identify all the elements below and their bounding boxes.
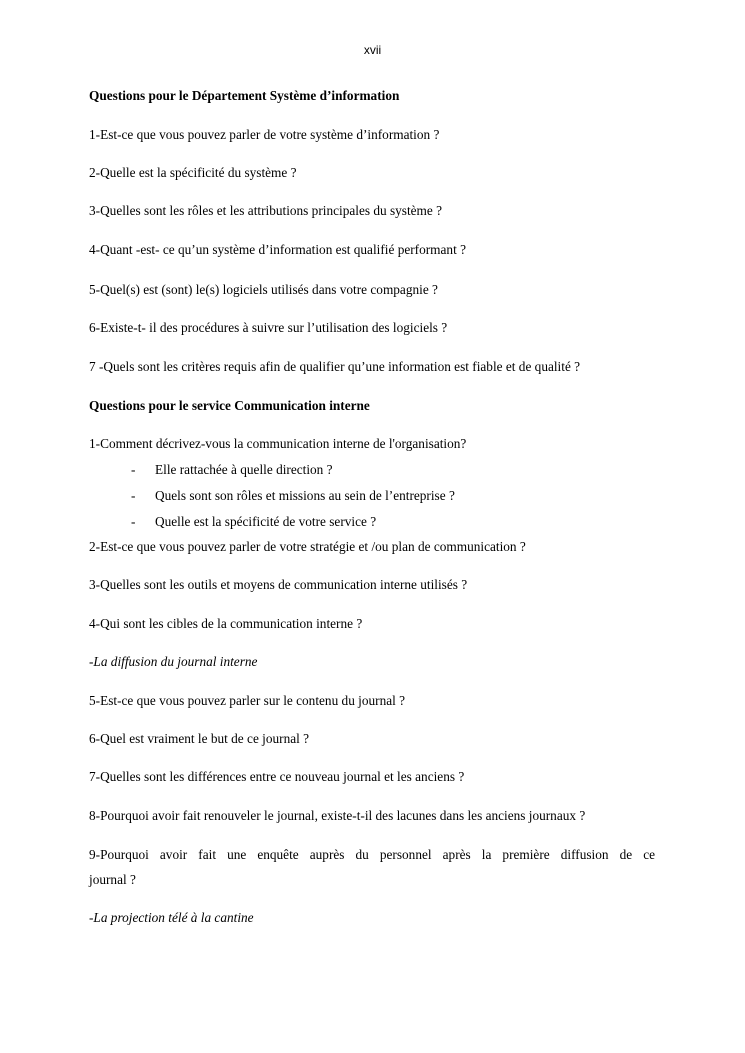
question-item: 6-Quel est vraiment le but de ce journal ? — [89, 731, 310, 746]
question-item: 5-Est-ce que vous pouvez parler sur le contenu du journal ? — [89, 693, 406, 708]
question-item: 1-Comment décrivez-vous la communication interne de l'organisation? — [89, 436, 467, 451]
question-item: 2-Est-ce que vous pouvez parler de votre stratégie et /ou plan de communication ? — [89, 539, 526, 554]
question-item: 1-Est-ce que vous pouvez parler de votre système d’information ? — [89, 127, 440, 142]
section-heading-information-system: Questions pour le Département Système d’information — [89, 88, 400, 103]
bullet-item: Elle rattachée à quelle direction ? — [155, 462, 333, 477]
question-item: 2-Quelle est la spécificité du système ? — [89, 165, 297, 180]
bullet-item: Quelle est la spécificité de votre service ? — [155, 514, 377, 529]
bullet-marker: - — [131, 514, 136, 529]
question-item: 5-Quel(s) est (sont) le(s) logiciels utilisés dans votre compagnie ? — [89, 282, 438, 297]
question-item: 3-Quelles sont les outils et moyens de communication interne utilisés ? — [89, 577, 468, 592]
question-item-line-continuation: journal ? — [89, 872, 136, 887]
question-item: 6-Existe-t- il des procédures à suivre sur l’utilisation des logiciels ? — [89, 320, 448, 335]
subheading-journal-diffusion: -La diffusion du journal interne — [89, 654, 258, 669]
question-item: 8-Pourquoi avoir fait renouveler le journal, existe-t-il des lacunes dans les anciens journaux ? — [89, 808, 586, 823]
question-item-line: 9-Pourquoi avoir fait une enquête auprès du personnel après la première diffusion de ce — [89, 847, 655, 862]
question-item: 3-Quelles sont les rôles et les attributions principales du système ? — [89, 203, 443, 218]
subheading-tv-projection: -La projection télé à la cantine — [89, 910, 254, 925]
bullet-marker: - — [131, 488, 136, 503]
section-heading-internal-communication: Questions pour le service Communication interne — [89, 398, 370, 413]
bullet-marker: - — [131, 462, 136, 477]
question-item: 4-Qui sont les cibles de la communication interne ? — [89, 616, 363, 631]
bullet-item: Quels sont son rôles et missions au sein de l’entreprise ? — [155, 488, 455, 503]
question-item: 4-Quant -est- ce qu’un système d’information est qualifié performant ? — [89, 242, 466, 257]
question-item: 7-Quelles sont les différences entre ce nouveau journal et les anciens ? — [89, 769, 465, 784]
page-number: xvii — [363, 43, 382, 57]
question-item: 7 -Quels sont les critères requis afin de qualifier qu’une information est fiable et de qualité ? — [89, 359, 581, 374]
